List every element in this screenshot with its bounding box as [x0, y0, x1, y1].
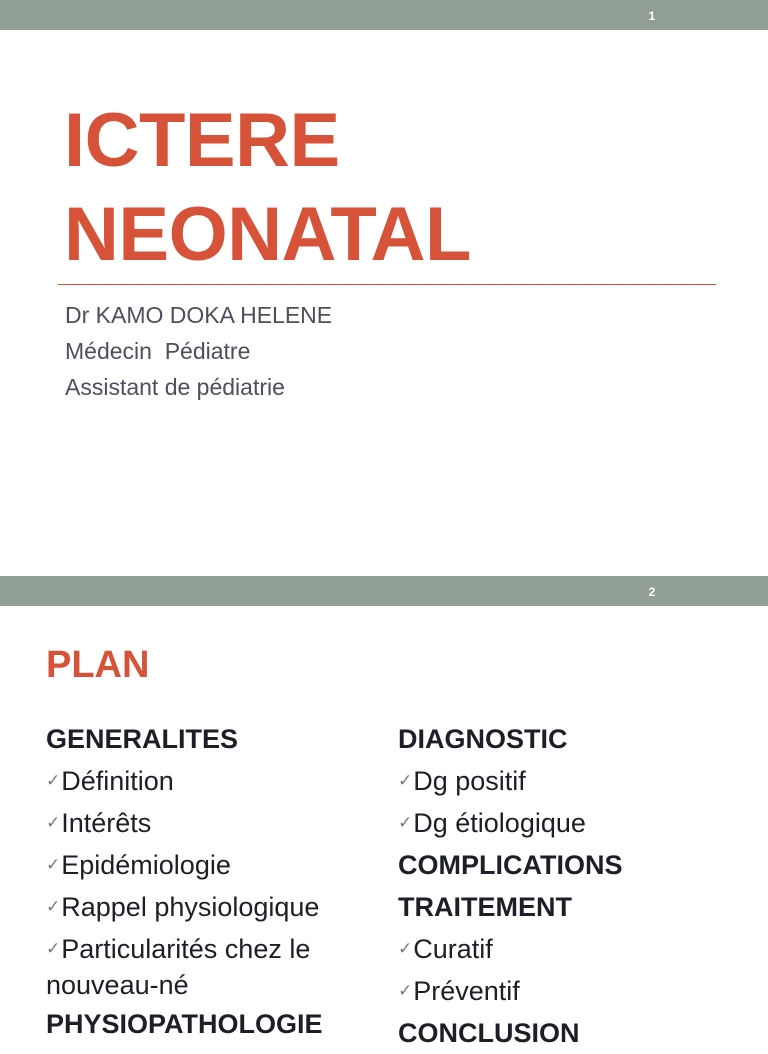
list-item: ✓Epidémiologie — [46, 844, 376, 886]
author-position: Assistant de pédiatrie — [65, 374, 285, 400]
checkmark-icon: ✓ — [46, 771, 61, 790]
author-role: Médecin Pédiatre — [65, 338, 251, 364]
section-heading-physiopathologie: PHYSIOPATHOLOGIE — [46, 1009, 323, 1039]
list-item: ✓Définition — [46, 760, 376, 802]
section-heading-traitement: TRAITEMENT — [398, 892, 572, 922]
list-item: ✓Intérêts — [46, 802, 376, 844]
section-heading-complications: COMPLICATIONS — [398, 850, 623, 880]
author-name: Dr KAMO DOKA HELENE — [65, 302, 333, 328]
title-line-2: NEONATAL — [64, 192, 471, 277]
list-item: ✓Curatif — [398, 928, 758, 970]
subtitle-block — [65, 297, 332, 405]
checkmark-icon: ✓ — [398, 939, 413, 958]
list-item: ✓Dg positif — [398, 760, 758, 802]
section-heading-generalites: GENERALITES — [46, 724, 239, 754]
checkmark-icon: ✓ — [398, 771, 413, 790]
slide-header-bar — [0, 0, 768, 30]
plan-column-right — [398, 718, 758, 1054]
slide-header-bar — [0, 576, 768, 606]
section-heading-conclusion: CONCLUSION — [398, 1018, 580, 1048]
list-item: ✓Dg étiologique — [398, 802, 758, 844]
list-item: ✓Rappel physiologique — [46, 886, 376, 928]
plan-title: PLAN — [46, 644, 150, 686]
checkmark-icon: ✓ — [46, 897, 61, 916]
slide-number: 1 — [648, 9, 656, 23]
checkmark-icon: ✓ — [46, 813, 61, 832]
list-item: ✓Préventif — [398, 970, 758, 1012]
section-heading-diagnostic: DIAGNOSTIC — [398, 724, 568, 754]
plan-column-left — [46, 718, 376, 1045]
title-line-1: ICTERE — [64, 98, 340, 183]
slide-number: 2 — [648, 585, 656, 599]
checkmark-icon: ✓ — [46, 939, 61, 958]
title-divider — [58, 284, 716, 285]
slide-2 — [0, 576, 768, 1048]
checkmark-icon: ✓ — [46, 855, 61, 874]
slide-title — [64, 94, 471, 282]
checkmark-icon: ✓ — [398, 813, 413, 832]
checkmark-icon: ✓ — [398, 981, 413, 1000]
list-item: ✓Particularités chez le nouveau-né — [46, 928, 376, 1003]
